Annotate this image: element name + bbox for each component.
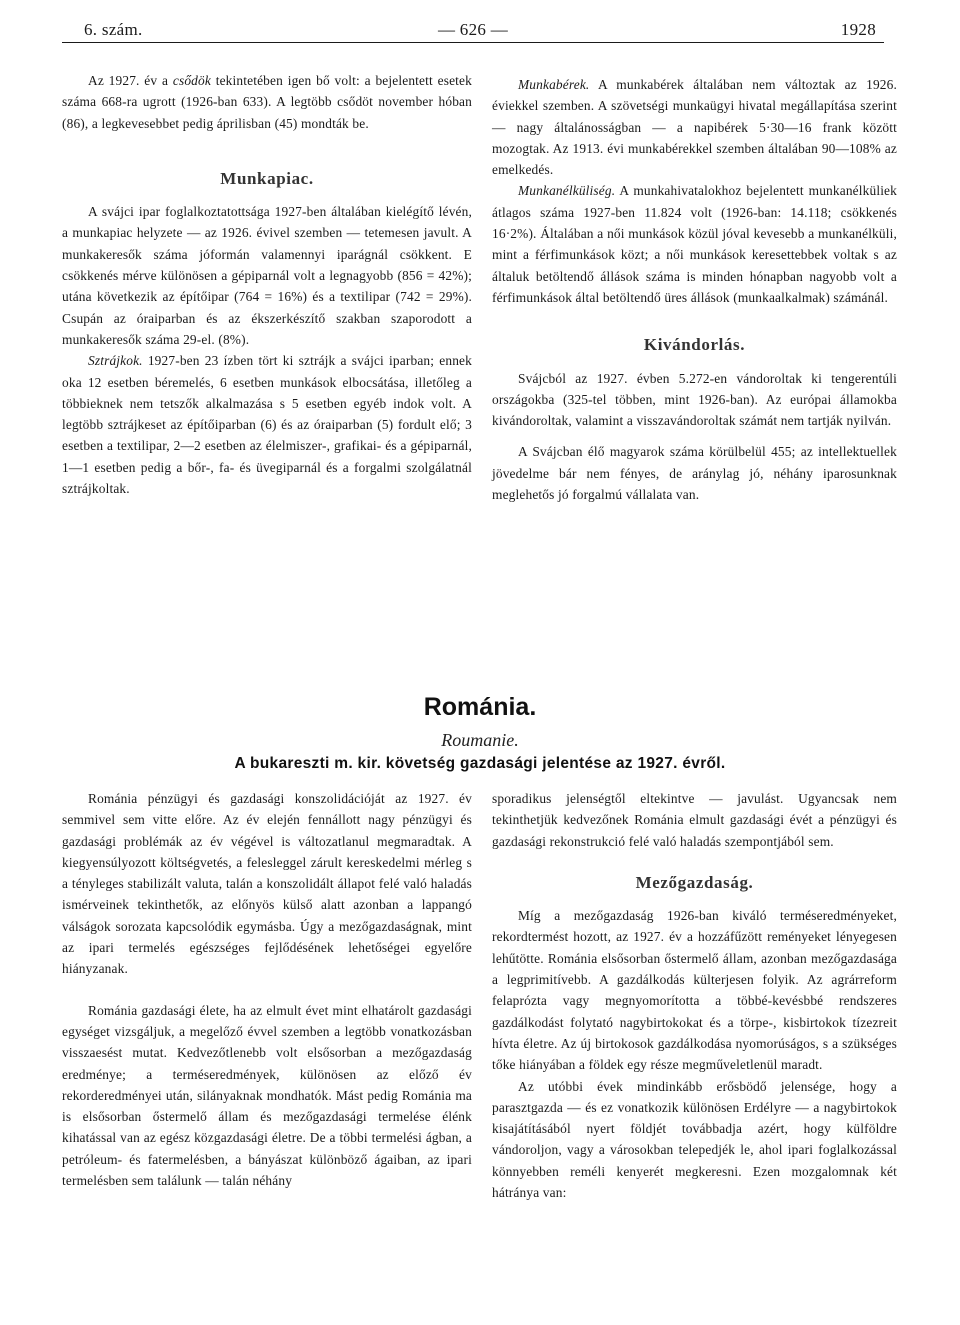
romania-paragraph-1: Románia pénzügyi és gazdasági konszolidációját az 1927. év semmivel sem vitte előre. Az év elején fennállott nagy pénzügyi és gazdasági problémák az év végével is változatlanul megmaradtak. A kiegyensúlyozott költségvetés, a felesleggel zárult kereskedelmi mérleg s a tényleges stabilizált valuta, talán a konszolidált állapot felé való haladás ismérveinek tekinthetők, az előnyös külső alatt azonban a lappangó válságok sorozata kapcsolódik egymásba. Úgy a mezőgazdaságnak, mint az ipari termelés egészséges fejlődésének lehetőségei egyelőre hiányzanak. bbox=[62, 791, 472, 977]
bankruptcy-paragraph bbox=[62, 70, 472, 134]
page-number: — 626 — bbox=[437, 20, 509, 39]
romania-paragraph-3: sporadikus jelenségtől eltekintve — javulást. Ugyancsak nem tekinthetjük kedvezőnek Románia elmult gazdasági évét a pénzügyi és gazdasági rekonstrukció felé való haladás szempontjából sem. bbox=[492, 791, 897, 849]
wages-text: A munkabérek általában nem változtak az 1926. éviekkel szemben. A szövetségi munkaügyi hivatal megállapítása szerint — nagy általánosságban — a napibérek 5·30—16 frank között mozogtak. Az 1913. évi munkabérekkel szemben általában 90—108% az emelkedés. bbox=[492, 77, 897, 178]
page-header bbox=[62, 18, 884, 43]
year: 1928 bbox=[840, 20, 876, 39]
emigration-paragraph-2: A Svájcban élő magyarok száma körülbelül 455; az intellektuellek jövedelme bár nem fényes, de aránylag jó, néhány iparosunknak meglehetős jó forgalmú vállalata van. bbox=[492, 444, 897, 503]
emigration-heading: Kivándorlás. bbox=[643, 335, 746, 355]
strikes-text: 1927-ben 23 ízben tört ki sztrájk a svájci iparban; ennek oka 12 esetben béremelés, 6 esetben munkások elbocsátása, illetőleg a többieknek nem tetszők alkalmazása s 5 esetben egyéb indok volt. A legtöbb sztrájkeset az építőiparban (6) és az óraiparban (5) fordult elő; 3 esetben a textilipar, 2—2 esetben az élelmiszer-, grafikai- és a gépiparnál, 1—1 esetben pedig a bőr-, fa- és üvegiparnál és a forgalmi szolgálatnál sztrájkoltak. bbox=[62, 353, 472, 497]
emigration-paragraph-1: Svájcból az 1927. évben 5.272-en vándoroltak ki tengerentúli országokba (325-tel többen, mint 1926-ban). Az európai államokba kivándoroltak, valamint a visszavándoroltak számát nem tartják nyilván. bbox=[492, 370, 897, 429]
strikes-label: Sztrájkok. bbox=[88, 353, 143, 369]
unemployment-paragraph bbox=[492, 180, 897, 308]
column-left-bottom bbox=[62, 788, 472, 1191]
agriculture-paragraph-1: Míg a mezőgazdaság 1926-ban kiváló terméseredményeket, rekordtermést hozott, az 1927. év a hozzáfűzött reményeket lényegesen lehűtötte. Románia elsősorban őstermelő állam, azonban mezőgazdasága a legprimitívebb. A gazdálkodás külterjesen folyik. Az agrárreform felaprózta vagy megnyomorította a többé-kevésbbé rendszeres gazdálkodást folytató nagybirtokokat és a törpe-, kisbirtokok tízezreit hívta életre. Az új birtokosok gazdálkodása nyomorúságos, s a szükséges tőke hiányában a földek egy része megműveletlenül maradt. bbox=[492, 908, 897, 1073]
agriculture-heading: Mezőgazdaság. bbox=[635, 872, 754, 892]
issue-number: 6. szám. bbox=[84, 20, 143, 39]
column-left-top bbox=[62, 70, 472, 499]
romania-title: Románia. bbox=[423, 693, 537, 721]
strikes-paragraph bbox=[62, 350, 472, 499]
column-right-top bbox=[492, 74, 897, 505]
romania-subtitle: Roumanie. bbox=[441, 730, 519, 750]
romania-report-title: A bukareszti m. kir. követség gazdasági jelentése az 1927. évről. bbox=[234, 755, 726, 772]
unemployment-text: A munkahivatalokhoz bejelentett munkanélküliek átlagos száma 1927-ben 11.824 volt (1926-ban: 14.118; csökkenés 16·2%). Általában a női munkások közül jóval kevesebb a munkanélküli, mint a férfimunkások közt; a női munkások keresettebbek voltak s az általuk betöltendő állások száma is minden hónapban nagyobb volt a férfimunkások által betöltendő üres állások (munkaalkalmak) számánál. bbox=[492, 183, 897, 305]
labor-market-paragraph: A svájci ipar foglalkoztatottsága 1927-ben általában kielégítő lévén, a munkapiac helyzete — az 1926. évivel szemben — tetemesen javult. A munkakeresők száma jóformán valamennyi iparágnál csökkent. E csökkenés mérve különösen a gépiparnál volt a legnagyobb (856 = 42%); utána következik az építőipar (764 = 16%) és a textilipar (742 = 29%). Csupán az óraiparban és az ékszerkészítő szakban szaporodott a munkakeresők száma 29-el. (8%). bbox=[62, 204, 472, 347]
bankruptcy-text: Az 1927. év a csődök tekintetében igen bő volt: a bejelentett esetek száma 668-ra ugrott (1926-ban 633). A legtöbb csődöt november hóban (86), a legkevesebbet pedig áprilisban (45) mondták be. bbox=[62, 73, 472, 131]
column-right-bottom bbox=[492, 788, 897, 1203]
unemployment-label: Munkanélküliség. bbox=[518, 183, 616, 199]
agriculture-paragraph-2: Az utóbbi évek mindinkább erősbödő jelensége, hogy a parasztgazda — és ez vonatkozik különösen Erdélyre — a nagybirtokok kisajátításából nyert földjét továbbadja azért, hogy külföldre vándoroljon, vagy a városokban telepedjék le, ahol ipari foglalkozással könnyebben reméli kenyerét megkeresni. Ezen mozgalomnak két hátránya van: bbox=[492, 1078, 897, 1201]
bankruptcy-italic-word: csődök bbox=[172, 73, 211, 88]
wages-paragraph bbox=[492, 74, 897, 180]
romania-paragraph-2: Románia gazdasági élete, ha az elmult évet mint elhatárolt gazdasági egységet vizsgáljuk, a megelőző évvel szemben a legtöbb vonatkozásban visszaesést mutat. Kedvezőtlenebb volt elsősorban a mezőgazdaság eredménye; a terméseredmények, különösen az előző év rekorderedményei után, silányaknak mondhatók. Mást pedig Románia ma is elsősorban őstermelő állam és mezőgazdasági termelése élénk kihatással van az egész közgazdasági életre. De a többi termelési ágban, a petróleum- és fatermelésben, a bányászat különböző ágaiban, az ipari termelésben sem találunk — talán néhány bbox=[62, 1002, 472, 1189]
wages-label: Munkabérek. bbox=[518, 77, 590, 92]
labor-market-heading: Munkapiac. bbox=[220, 168, 314, 188]
